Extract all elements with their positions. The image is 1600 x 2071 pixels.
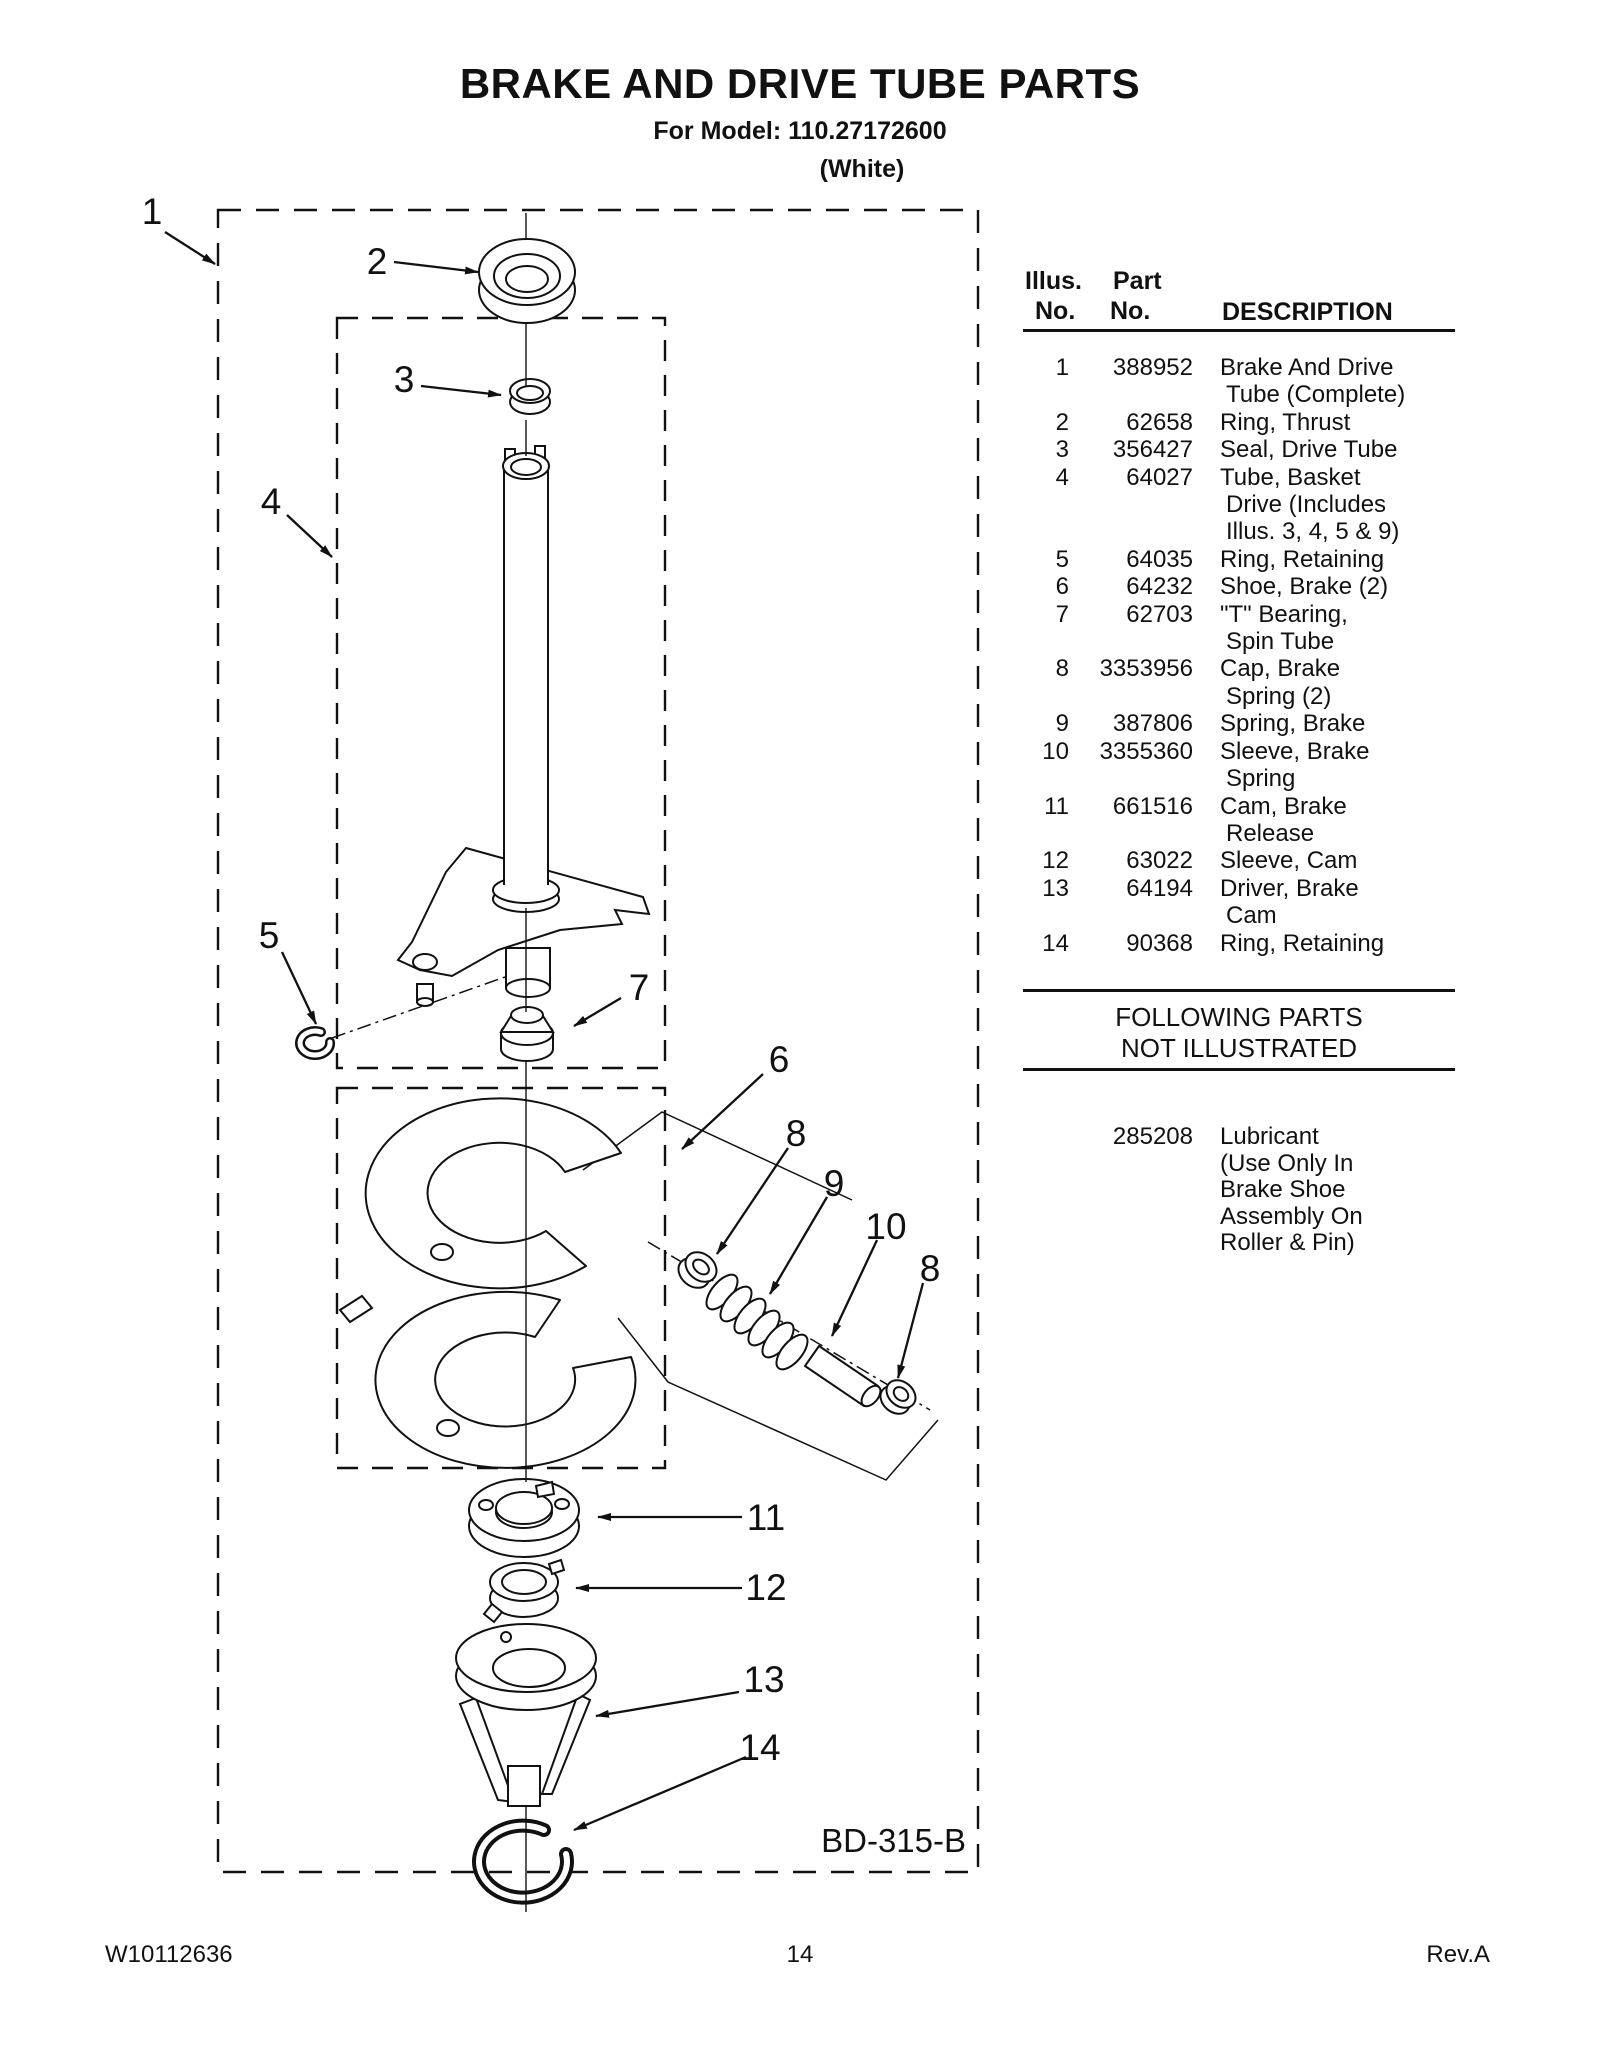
doc-number: W10112636 (105, 1941, 233, 1968)
description-cell: Spring, Brake (1220, 710, 1366, 738)
not-illustrated-heading-1: FOLLOWING PARTS (1115, 1002, 1363, 1032)
description-cell: Shoe, Brake (2) (1220, 573, 1389, 601)
part-no-cell: 285208 (1112, 1123, 1193, 1150)
cam-sleeve (484, 1560, 564, 1622)
illus-no-cell (1023, 765, 1069, 792)
brake-release-cam (469, 1479, 579, 1557)
not-illustrated-heading-2: NOT ILLUSTRATED (1121, 1033, 1357, 1063)
part-no-cell (1069, 491, 1193, 518)
description-cell: Illus. 3, 4, 5 & 9) (1226, 518, 1400, 546)
retaining-ring-bottom (479, 1826, 567, 1898)
description-cell: Lubricant (1220, 1123, 1319, 1150)
col-header-illus: Illus. (1025, 267, 1082, 295)
col-header-illus-no: No. (1035, 297, 1076, 325)
illus-no-cell: 2 (1055, 408, 1069, 436)
brake-shoe-top (366, 1098, 621, 1288)
brake-shoe-bottom (340, 1292, 635, 1468)
callout-12: 12 (745, 1567, 787, 1608)
illus-no-cell: 14 (1042, 929, 1069, 957)
description-cell: Sleeve, Brake (1220, 737, 1370, 765)
lubricant-rows (1023, 1124, 1455, 1257)
description-cell: Ring, Thrust (1220, 408, 1351, 436)
description-cell: Cam (1226, 902, 1277, 930)
callout-2: 2 (366, 241, 388, 282)
header-rule (1023, 329, 1455, 332)
illus-no-cell: 13 (1042, 874, 1069, 902)
part-no-cell (1069, 902, 1193, 929)
callout-6: 6 (768, 1039, 790, 1080)
illus-no-cell (1023, 820, 1069, 847)
part-no-cell: 90368 (1126, 929, 1193, 957)
illus-no-cell (1023, 1230, 1069, 1257)
description-cell: (Use Only In (1220, 1149, 1354, 1177)
parts-table-rows (1023, 354, 1455, 957)
description-cell: Brake And Drive (1220, 354, 1394, 381)
callout-10: 10 (865, 1206, 907, 1247)
col-header-description: DESCRIPTION (1222, 298, 1393, 326)
illus-no-cell (1023, 1124, 1069, 1151)
illus-no-cell: 3 (1055, 436, 1069, 464)
description-cell: Seal, Drive Tube (1220, 436, 1398, 464)
part-no-cell (1069, 1204, 1193, 1231)
part-no-cell (1069, 628, 1193, 655)
basket-drive-group-box (337, 318, 665, 1068)
description-cell: Spring (2) (1226, 682, 1332, 710)
t-bearing (501, 1007, 553, 1061)
brake-spring (701, 1269, 813, 1374)
part-no-cell: 64194 (1126, 874, 1193, 902)
illus-no-cell: 11 (1044, 792, 1069, 820)
brake-cam-driver (456, 1624, 596, 1806)
description-cell: Ring, Retaining (1220, 929, 1385, 957)
callout-14: 14 (739, 1727, 781, 1768)
callout-9: 9 (823, 1163, 845, 1204)
description-cell: Tube (Complete) (1226, 381, 1406, 409)
callout-11: 11 (746, 1497, 786, 1538)
illus-no-cell: 12 (1042, 847, 1069, 875)
page-number: 14 (786, 1941, 814, 1968)
part-no-cell: 3355360 (1099, 737, 1193, 765)
description-cell: Release (1226, 819, 1315, 847)
callout-8-right: 8 (919, 1248, 941, 1289)
not-illustrated-rule-top (1023, 989, 1455, 992)
part-no-cell: 356427 (1112, 436, 1193, 464)
illus-no-cell (1023, 683, 1069, 710)
illus-no-cell: 7 (1055, 600, 1069, 628)
description-cell: Brake Shoe (1220, 1176, 1346, 1204)
illus-no-cell (1023, 381, 1069, 408)
part-no-cell: 62703 (1126, 600, 1193, 628)
description-cell: Spring (1226, 765, 1296, 793)
callout-13: 13 (743, 1659, 785, 1700)
description-cell: Roller & Pin) (1220, 1229, 1355, 1257)
description-cell: Sleeve, Cam (1220, 847, 1358, 875)
illus-no-cell (1023, 491, 1069, 518)
part-no-cell: 63022 (1126, 847, 1193, 875)
part-no-cell (1069, 518, 1193, 545)
illus-no-cell (1023, 1204, 1069, 1231)
part-no-cell: 3353956 (1099, 655, 1193, 683)
basket-drive-tube (398, 446, 649, 1006)
retaining-ring-clip (300, 1031, 330, 1055)
illus-no-cell: 8 (1055, 655, 1069, 683)
illus-no-cell: 5 (1055, 545, 1069, 573)
part-no-cell (1069, 765, 1193, 792)
col-header-part: Part (1113, 267, 1162, 295)
callout-1: 1 (141, 191, 163, 232)
illus-no-cell (1023, 902, 1069, 929)
part-no-cell: 387806 (1112, 710, 1193, 738)
page-title: BRAKE AND DRIVE TUBE PARTS (459, 60, 1141, 107)
description-cell: Drive (Includes (1226, 491, 1387, 519)
part-no-cell (1069, 1177, 1193, 1204)
illus-no-cell (1023, 1151, 1069, 1178)
part-no-cell: 64035 (1126, 545, 1193, 573)
not-illustrated-rule-bottom (1023, 1068, 1455, 1071)
color-line: (White) (819, 155, 905, 183)
section-mark-upper (583, 1112, 852, 1200)
callout-8-left: 8 (785, 1113, 807, 1154)
col-header-part-no: No. (1110, 297, 1151, 325)
illus-no-cell: 9 (1055, 710, 1069, 738)
part-no-cell (1069, 1230, 1193, 1257)
description-cell: Tube, Basket (1220, 463, 1361, 491)
brake-spring-sleeve (805, 1346, 884, 1410)
part-no-cell (1069, 683, 1193, 710)
drawing-code: BD-315-B (821, 1822, 966, 1859)
description-cell: Assembly On (1220, 1202, 1363, 1230)
part-no-cell: 661516 (1112, 792, 1193, 820)
illus-no-cell: 10 (1042, 737, 1069, 765)
drive-tube-seal (510, 379, 550, 414)
illus-no-cell (1023, 518, 1069, 545)
callout-4: 4 (260, 481, 282, 522)
part-no-cell: 64232 (1126, 573, 1193, 601)
description-cell: "T" Bearing, (1220, 600, 1348, 628)
illus-no-cell (1023, 1177, 1069, 1204)
revision: Rev.A (1426, 1941, 1490, 1968)
part-no-cell: 64027 (1126, 463, 1193, 491)
model-line: For Model: 110.27172600 (653, 117, 947, 145)
illus-no-cell: 4 (1055, 463, 1069, 491)
callout-5: 5 (258, 915, 280, 956)
description-cell: Cap, Brake (1220, 655, 1341, 683)
description-cell: Driver, Brake (1220, 874, 1359, 902)
description-cell: Cam, Brake (1220, 792, 1347, 820)
part-no-cell (1069, 820, 1193, 847)
description-cell: Spin Tube (1226, 628, 1335, 656)
part-no-cell (1069, 381, 1193, 408)
description-cell: Ring, Retaining (1220, 545, 1385, 573)
part-no-cell: 388952 (1112, 354, 1193, 381)
callout-3: 3 (393, 359, 415, 400)
part-no-cell (1069, 1151, 1193, 1178)
callout-7: 7 (628, 967, 650, 1008)
illus-no-cell: 1 (1055, 354, 1069, 381)
part-no-cell: 62658 (1126, 408, 1193, 436)
illus-no-cell (1023, 628, 1069, 655)
thrust-ring (479, 239, 575, 323)
illus-no-cell: 6 (1055, 573, 1069, 601)
